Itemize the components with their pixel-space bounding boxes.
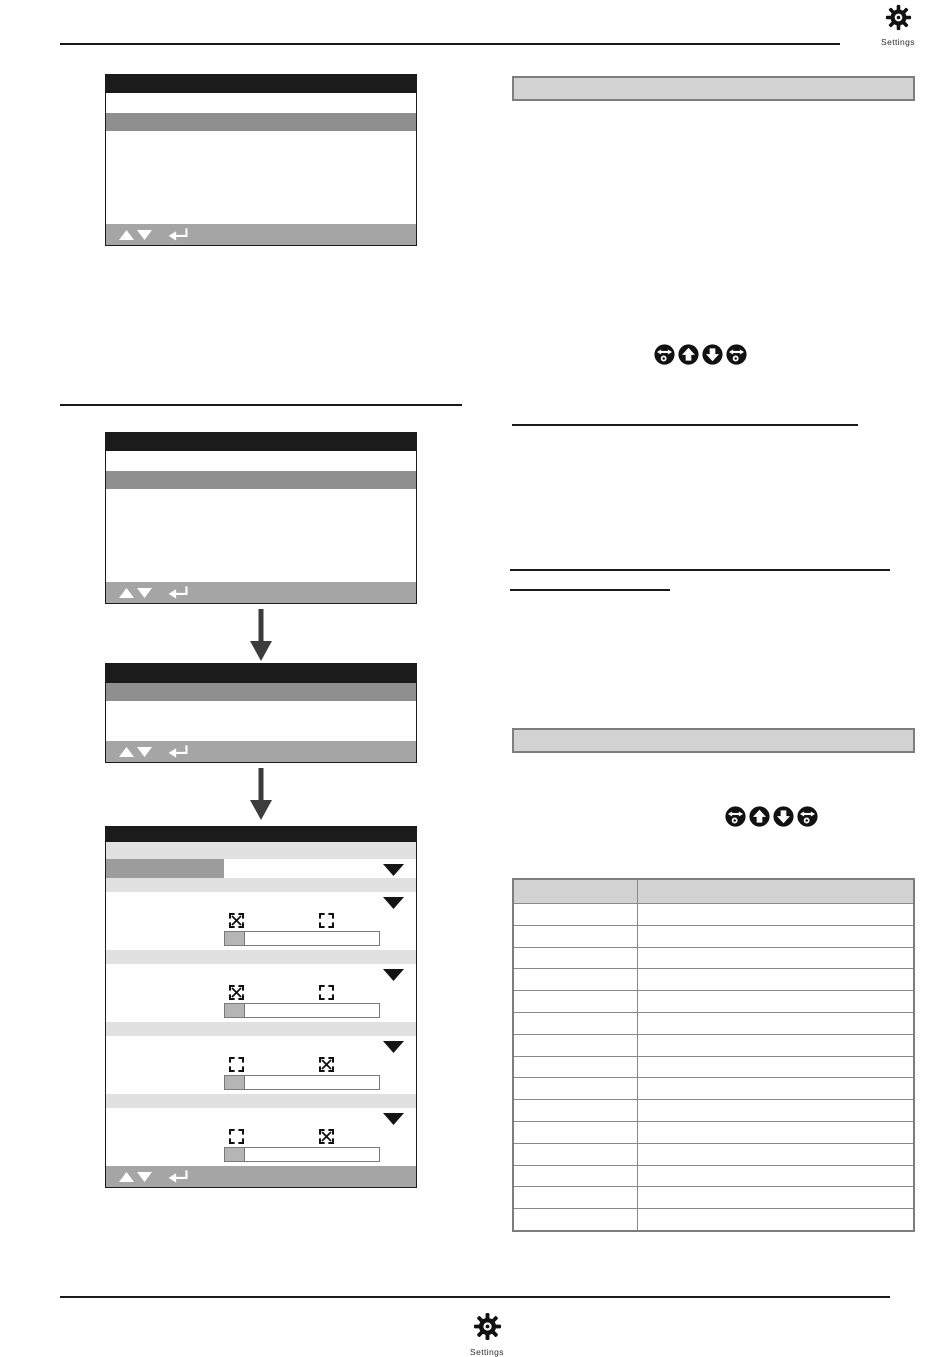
menu-title-bar bbox=[106, 664, 416, 683]
dial-icon bbox=[654, 344, 675, 370]
checkbox-unchecked bbox=[319, 985, 334, 1000]
flow-down-arrow bbox=[248, 609, 274, 667]
selected-value-cell bbox=[106, 859, 224, 879]
menu-title-bar bbox=[106, 827, 416, 842]
slider-track bbox=[224, 1147, 380, 1162]
table-row bbox=[513, 904, 914, 926]
table-cell bbox=[638, 1209, 915, 1231]
table-cell bbox=[638, 1187, 915, 1209]
table-cell bbox=[513, 1056, 638, 1078]
settings-label: Settings bbox=[881, 37, 915, 47]
table-cell bbox=[638, 1165, 915, 1187]
nav-buttons-row bbox=[654, 344, 747, 370]
down-triangle-icon bbox=[137, 1172, 152, 1182]
gear-icon bbox=[473, 1312, 502, 1346]
panel-band bbox=[106, 842, 416, 859]
table-row bbox=[513, 1056, 914, 1078]
dial-icon bbox=[726, 344, 747, 370]
table-row bbox=[513, 1012, 914, 1034]
table-cell bbox=[513, 1078, 638, 1100]
table-cell bbox=[638, 1100, 915, 1122]
menu-screen-2 bbox=[105, 432, 417, 604]
checkbox-unchecked bbox=[319, 913, 334, 928]
dropdown-arrow-icon bbox=[383, 896, 404, 914]
checkbox-unchecked bbox=[229, 1057, 244, 1072]
dropdown-arrow-icon bbox=[383, 863, 404, 881]
table-header-cell bbox=[513, 879, 638, 904]
table-cell bbox=[513, 1165, 638, 1187]
table-row bbox=[513, 1078, 914, 1100]
menu-row-selected bbox=[106, 113, 416, 131]
section-heading-bar bbox=[512, 76, 915, 101]
section-heading-bar bbox=[512, 728, 915, 753]
table-cell bbox=[513, 947, 638, 969]
table-row bbox=[513, 1121, 914, 1143]
arrow-down-icon bbox=[702, 344, 723, 370]
dropdown-option-section bbox=[106, 1036, 416, 1094]
table-row bbox=[513, 1209, 914, 1231]
up-triangle-icon bbox=[119, 747, 134, 757]
menu-row-selected bbox=[106, 471, 416, 489]
bottom-rule bbox=[60, 1296, 890, 1298]
table-cell bbox=[513, 1012, 638, 1034]
up-triangle-icon bbox=[119, 1172, 134, 1182]
menu-body bbox=[106, 489, 416, 582]
dropdown-arrow-icon bbox=[383, 1040, 404, 1058]
up-triangle-icon bbox=[119, 588, 134, 598]
table-cell bbox=[513, 1100, 638, 1122]
dropdown-select-row bbox=[106, 859, 416, 879]
return-icon bbox=[167, 227, 190, 242]
dropdown-option-section bbox=[106, 1108, 416, 1166]
table-row bbox=[513, 1143, 914, 1165]
settings-label: Settings bbox=[470, 1347, 504, 1357]
down-triangle-icon bbox=[137, 230, 152, 240]
table-cell bbox=[638, 1121, 915, 1143]
table-cell bbox=[638, 1012, 915, 1034]
panel-band bbox=[106, 1094, 416, 1108]
menu-footer-bar bbox=[106, 741, 416, 762]
dropdown-arrow-icon bbox=[383, 1112, 404, 1130]
menu-row bbox=[106, 93, 416, 113]
dial-icon bbox=[725, 806, 746, 832]
slider-track bbox=[224, 1075, 380, 1090]
table-header-cell bbox=[638, 879, 915, 904]
heading-underline bbox=[510, 569, 890, 571]
menu-footer-bar bbox=[106, 224, 416, 245]
panel-band bbox=[106, 878, 416, 892]
nav-buttons-row bbox=[725, 806, 818, 832]
table-cell bbox=[513, 991, 638, 1013]
menu-screen-1 bbox=[105, 74, 417, 246]
table-cell bbox=[638, 1034, 915, 1056]
table-row bbox=[513, 991, 914, 1013]
menu-title-bar bbox=[106, 75, 416, 93]
menu-row bbox=[106, 451, 416, 471]
menu-footer-bar bbox=[106, 582, 416, 603]
footer-settings-marker bbox=[460, 1312, 514, 1357]
table-cell bbox=[513, 1209, 638, 1231]
table-row bbox=[513, 969, 914, 991]
slider-track bbox=[224, 931, 380, 946]
arrow-up-icon bbox=[749, 806, 770, 832]
arrow-down-icon bbox=[773, 806, 794, 832]
checkbox-checked bbox=[319, 1057, 334, 1072]
gear-icon bbox=[885, 4, 912, 36]
table-cell bbox=[638, 969, 915, 991]
heading-underline bbox=[512, 424, 858, 426]
heading-underline bbox=[510, 589, 670, 591]
table-cell bbox=[638, 925, 915, 947]
slider-fill bbox=[225, 932, 245, 945]
dropdown-option-section bbox=[106, 892, 416, 950]
dropdown-sections bbox=[106, 892, 416, 1166]
menu-screen-3 bbox=[105, 663, 417, 763]
table-cell bbox=[513, 1034, 638, 1056]
header-settings-marker bbox=[871, 4, 925, 47]
panel-band bbox=[106, 1022, 416, 1036]
table-row bbox=[513, 925, 914, 947]
checkbox-checked bbox=[229, 985, 244, 1000]
table-cell bbox=[638, 1056, 915, 1078]
checkbox-checked bbox=[319, 1129, 334, 1144]
table-cell bbox=[638, 904, 915, 926]
table-cell bbox=[513, 904, 638, 926]
table-cell bbox=[513, 1143, 638, 1165]
table-row bbox=[513, 1034, 914, 1056]
dropdown-arrow-icon bbox=[383, 968, 404, 986]
menu-body bbox=[106, 701, 416, 741]
return-icon bbox=[167, 744, 190, 759]
arrow-up-icon bbox=[678, 344, 699, 370]
table-row bbox=[513, 1187, 914, 1209]
checkbox-unchecked bbox=[229, 1129, 244, 1144]
up-triangle-icon bbox=[119, 230, 134, 240]
menu-body bbox=[106, 131, 416, 224]
dial-icon bbox=[797, 806, 818, 832]
table-row bbox=[513, 1100, 914, 1122]
table-cell bbox=[513, 1121, 638, 1143]
settings-table bbox=[512, 878, 915, 1232]
slider-fill bbox=[225, 1076, 245, 1089]
table-row bbox=[513, 1165, 914, 1187]
table-cell bbox=[638, 1143, 915, 1165]
checkbox-checked bbox=[229, 913, 244, 928]
table-cell bbox=[638, 991, 915, 1013]
slider-fill bbox=[225, 1004, 245, 1017]
table-cell bbox=[513, 1187, 638, 1209]
flow-down-arrow bbox=[248, 768, 274, 826]
return-icon bbox=[167, 1169, 190, 1184]
left-heading-underline bbox=[60, 404, 462, 406]
return-icon bbox=[167, 585, 190, 600]
menu-row-selected bbox=[106, 683, 416, 701]
table-cell bbox=[513, 925, 638, 947]
table-cell bbox=[638, 947, 915, 969]
table-cell bbox=[513, 969, 638, 991]
slider-track bbox=[224, 1003, 380, 1018]
table-row bbox=[513, 947, 914, 969]
down-triangle-icon bbox=[137, 588, 152, 598]
top-rule bbox=[60, 43, 840, 45]
table-cell bbox=[638, 1078, 915, 1100]
slider-fill bbox=[225, 1148, 245, 1161]
menu-title-bar bbox=[106, 433, 416, 451]
menu-screen-4 bbox=[105, 826, 417, 1188]
menu-footer-bar bbox=[106, 1166, 416, 1187]
down-triangle-icon bbox=[137, 747, 152, 757]
panel-band bbox=[106, 950, 416, 964]
dropdown-option-section bbox=[106, 964, 416, 1022]
